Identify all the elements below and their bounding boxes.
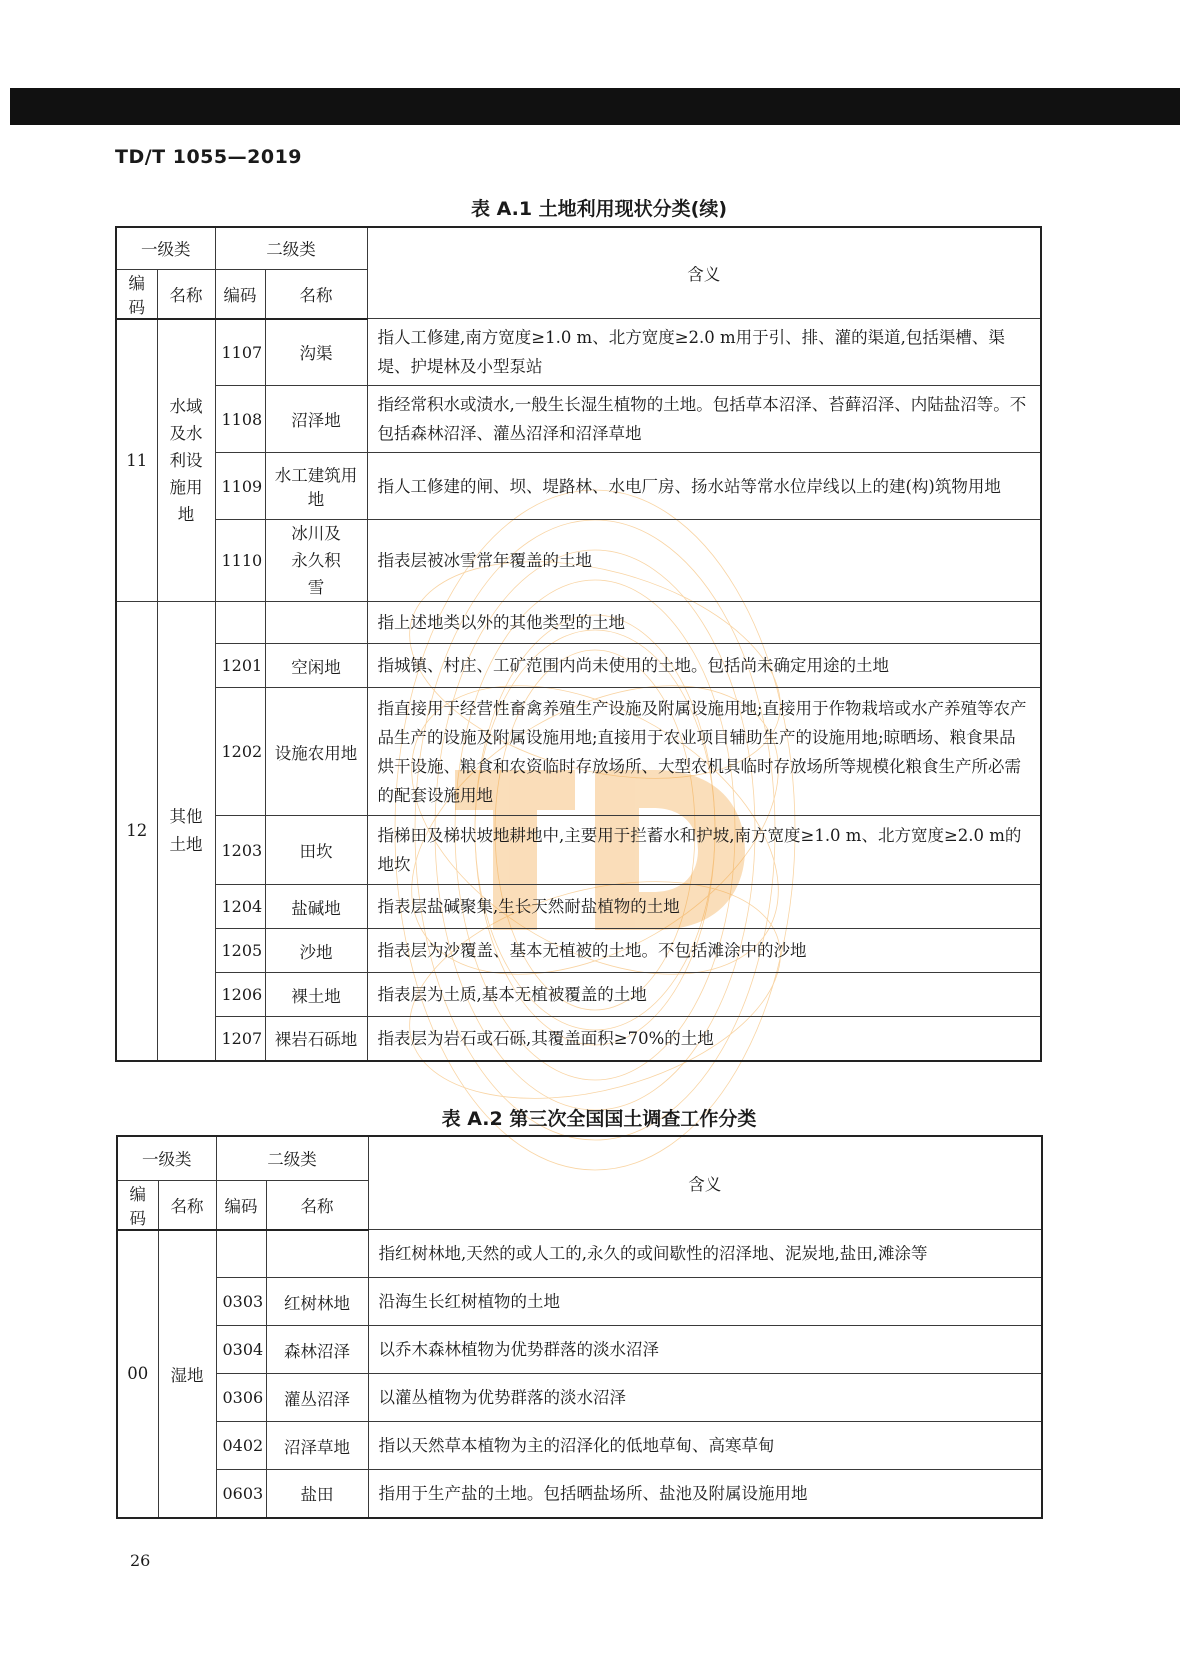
meaning-text: 指表层盐碱聚集,生长天然耐盐植物的土地	[367, 885, 1041, 929]
level2-name: 水工建筑用地	[265, 453, 367, 520]
header-name: 名称	[266, 1180, 368, 1230]
level1-name: 湿地	[158, 1230, 216, 1518]
level1-name: 水域及水利设施用地	[157, 319, 215, 602]
level2-name: 空闲地	[265, 644, 367, 688]
level2-name	[266, 1230, 368, 1278]
level1-name: 其他土地	[157, 602, 215, 1061]
table-row	[116, 973, 1041, 1017]
meaning-text: 指梯田及梯状坡地耕地中,主要用于拦蓄水和护坡,南方宽度≥1.0 m、北方宽度≥2.0 m的地坎	[367, 816, 1041, 885]
level2-code: 1109	[215, 453, 265, 520]
meaning-text: 指红树林地,天然的或人工的,永久的或间歇性的沼泽地、泥炭地,盐田,滩涂等	[368, 1230, 1042, 1278]
header-name: 名称	[158, 1180, 216, 1230]
top-black-bar	[10, 88, 1180, 125]
header-code: 编码	[215, 269, 265, 319]
table-row	[116, 386, 1041, 453]
level2-name: 盐田	[266, 1470, 368, 1518]
header-code: 编码	[216, 1180, 266, 1230]
table-row	[117, 1374, 1042, 1422]
level2-code: 1205	[215, 929, 265, 973]
meaning-text: 指人工修建的闸、坝、堤路林、水电厂房、扬水站等常水位岸线以上的建(构)筑物用地	[367, 453, 1041, 520]
level2-name: 森林沼泽	[266, 1326, 368, 1374]
level2-code: 0603	[216, 1470, 266, 1518]
header-meaning: 含义	[367, 227, 1041, 319]
level1-code: 11	[116, 319, 157, 602]
table-row	[117, 1230, 1042, 1278]
header-level1: 一级类	[117, 1136, 216, 1180]
level2-name: 冰川及永久积雪	[265, 520, 367, 602]
level2-code: 1203	[215, 816, 265, 885]
level2-code: 0306	[216, 1374, 266, 1422]
header-meaning: 含义	[368, 1136, 1042, 1230]
level1-code: 00	[117, 1230, 158, 1518]
level2-code: 0303	[216, 1278, 266, 1326]
level2-name: 沙地	[265, 929, 367, 973]
meaning-text: 指表层被冰雪常年覆盖的土地	[367, 520, 1041, 602]
level2-name: 沟渠	[265, 319, 367, 386]
level2-code: 1108	[215, 386, 265, 453]
level2-name: 裸岩石砾地	[265, 1017, 367, 1061]
table-a1-caption: 表 A.1 土地利用现状分类(续)	[470, 198, 728, 220]
meaning-text: 指以天然草本植物为主的沼泽化的低地草甸、高寒草甸	[368, 1422, 1042, 1470]
level2-name: 沼泽地	[265, 386, 367, 453]
table-a2-caption: 表 A.2 第三次全国国土调查工作分类	[441, 1108, 757, 1130]
level2-name: 裸土地	[265, 973, 367, 1017]
meaning-text: 指城镇、村庄、工矿范围内尚未使用的土地。包括尚未确定用途的土地	[367, 644, 1041, 688]
table-row	[117, 1470, 1042, 1518]
table-row	[116, 1017, 1041, 1061]
meaning-text: 指表层为沙覆盖、基本无植被的土地。不包括滩涂中的沙地	[367, 929, 1041, 973]
meaning-text: 指表层为土质,基本无植被覆盖的土地	[367, 973, 1041, 1017]
table-row	[116, 816, 1041, 885]
level2-code	[216, 1230, 266, 1278]
level2-name: 设施农用地	[265, 688, 367, 816]
meaning-text: 指上述地类以外的其他类型的土地	[367, 602, 1041, 644]
table-row	[116, 885, 1041, 929]
level2-name: 田坎	[265, 816, 367, 885]
meaning-text: 沿海生长红树植物的土地	[368, 1278, 1042, 1326]
table-row	[117, 1422, 1042, 1470]
table-row	[116, 319, 1041, 386]
level2-code: 0402	[216, 1422, 266, 1470]
meaning-text: 以乔木森林植物为优势群落的淡水沼泽	[368, 1326, 1042, 1374]
level2-name: 沼泽草地	[266, 1422, 368, 1470]
level2-code: 1206	[215, 973, 265, 1017]
header-code: 编码	[117, 1180, 158, 1230]
level2-code: 1110	[215, 520, 265, 602]
level2-code: 1204	[215, 885, 265, 929]
meaning-text: 以灌丛植物为优势群落的淡水沼泽	[368, 1374, 1042, 1422]
table-row	[116, 688, 1041, 816]
third-national-survey-classification-table	[116, 1135, 1043, 1519]
header-name: 名称	[157, 269, 215, 319]
meaning-text: 指人工修建,南方宽度≥1.0 m、北方宽度≥2.0 m用于引、排、灌的渠道,包括渠槽、渠堤、护堤林及小型泵站	[367, 319, 1041, 386]
meaning-text: 指用于生产盐的土地。包括晒盐场所、盐池及附属设施用地	[368, 1470, 1042, 1518]
level2-name: 灌丛沼泽	[266, 1374, 368, 1422]
meaning-text: 指表层为岩石或石砾,其覆盖面积≥70%的土地	[367, 1017, 1041, 1061]
level2-code: 1107	[215, 319, 265, 386]
level2-name: 红树林地	[266, 1278, 368, 1326]
header-level1: 一级类	[116, 227, 215, 269]
level2-code: 1207	[215, 1017, 265, 1061]
level2-name: 盐碱地	[265, 885, 367, 929]
table-row	[116, 602, 1041, 644]
meaning-text: 指经常积水或渍水,一般生长湿生植物的土地。包括草本沼泽、苔藓沼泽、内陆盐沼等。不包括森林沼泽、灌丛沼泽和沼泽草地	[367, 386, 1041, 453]
level2-code: 1201	[215, 644, 265, 688]
table-row	[116, 453, 1041, 520]
level2-name	[265, 602, 367, 644]
table-row	[116, 644, 1041, 688]
page-number: 26	[130, 1551, 151, 1570]
header-level2: 二级类	[215, 227, 367, 269]
meaning-text: 指直接用于经营性畜禽养殖生产设施及附属设施用地;直接用于作物栽培或水产养殖等农产品生产的设施及附属设施用地;直接用于农业项目辅助生产的设施用地;晾晒场、粮食果品烘干设施、粮食和农资临时存放场所、大型农机具临时存放场所等规模化粮食生产所必需的配套设施用地	[367, 688, 1041, 816]
level2-code: 1202	[215, 688, 265, 816]
level2-code: 0304	[216, 1326, 266, 1374]
land-use-classification-table	[115, 226, 1042, 1062]
header-name: 名称	[265, 269, 367, 319]
table-row	[116, 929, 1041, 973]
header-code: 编码	[116, 269, 157, 319]
table-row	[117, 1326, 1042, 1374]
level1-code: 12	[116, 602, 157, 1061]
table-row	[116, 520, 1041, 602]
level2-code	[215, 602, 265, 644]
table-row	[117, 1278, 1042, 1326]
header-level2: 二级类	[216, 1136, 368, 1180]
document-code: TD/T 1055—2019	[115, 146, 303, 168]
